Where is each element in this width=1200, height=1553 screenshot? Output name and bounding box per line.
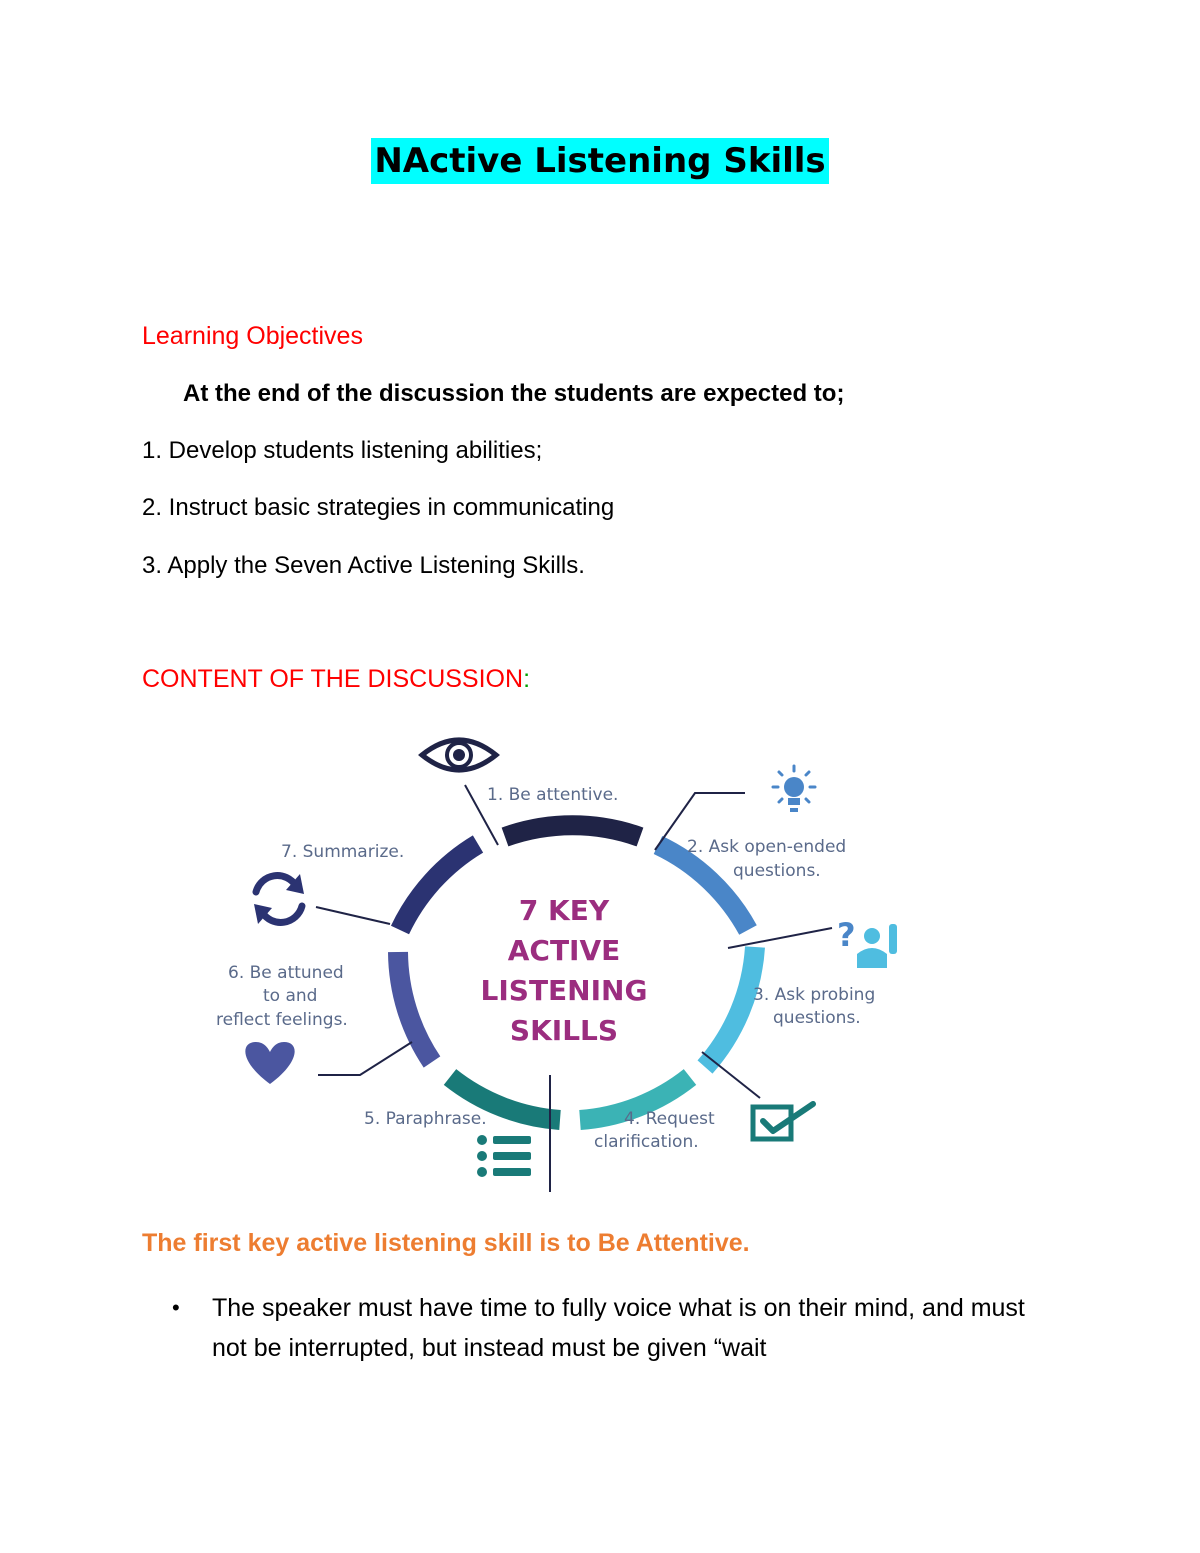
heart-icon [245, 1042, 294, 1084]
skill-6-label-line-1: 6. Be attuned [228, 963, 344, 983]
connector-4 [702, 1052, 760, 1098]
objective-item-1: 1. Develop students listening abilities; [142, 437, 543, 464]
center-line-3: LISTENING [480, 974, 648, 1007]
skill-2-label-line-2: questions. [733, 861, 821, 881]
objective-item-2: 2. Instruct basic strategies in communicating [142, 494, 615, 521]
skill-6-label-line-3: reflect feelings. [216, 1010, 348, 1030]
bullet-text: The speaker must have time to fully voice what is on their mind, and must not be interrupted, but instead must be given “wait [212, 1294, 1025, 1362]
lightbulb-icon [773, 766, 815, 812]
skill-3-label-line-2: questions. [773, 1008, 861, 1028]
svg-text:?: ? [837, 916, 856, 954]
checkbox-icon [753, 1104, 813, 1139]
segment-6 [398, 952, 432, 1062]
skill-labels [216, 785, 875, 1152]
bullet-dot: • [172, 1295, 180, 1320]
connector-6 [318, 1042, 412, 1075]
skill-5-label: 5. Paraphrase. [364, 1109, 487, 1129]
refresh-icon [254, 874, 304, 924]
skill-7-label: 7. Summarize. [281, 842, 405, 862]
content-heading [142, 665, 530, 694]
center-line-4: SKILLS [509, 1014, 619, 1047]
skill-3-label-line-1: 3. Ask probing [753, 985, 876, 1005]
eye-icon [422, 740, 496, 770]
question-person-icon [837, 916, 897, 968]
title-container [0, 138, 1200, 184]
objectives-lead: At the end of the discussion the students are expected to; [183, 380, 845, 407]
segment-2 [658, 845, 748, 930]
center-line-1: 7 KEY [518, 894, 610, 927]
connector-7 [316, 907, 390, 924]
skill-4-label-line-2: clarification. [594, 1132, 699, 1152]
sub-heading: The first key active listening skill is to Be Attentive. [142, 1229, 750, 1257]
objective-item-3: 3. Apply the Seven Active Listening Skills. [142, 552, 585, 579]
segment-1 [505, 825, 640, 837]
skill-6-label-line-2: to and [263, 986, 318, 1006]
center-line-2: ACTIVE [507, 934, 621, 967]
center-title [481, 894, 648, 1047]
page-title: NActive Listening Skills [371, 138, 828, 184]
content-heading-colon: : [523, 665, 531, 693]
content-heading-text: CONTENT OF THE DISCUSSION [142, 665, 524, 693]
list-icon [477, 1135, 531, 1177]
skill-4-label-line-1: 4. Request [624, 1109, 715, 1129]
key-skills-diagram [200, 722, 1030, 1210]
objectives-heading: Learning Objectives [142, 322, 363, 350]
segment-7 [400, 844, 478, 930]
skill-1-label: 1. Be attentive. [487, 785, 619, 805]
skill-2-label-line-1: 2. Ask open-ended [687, 837, 847, 857]
segment-3 [705, 947, 755, 1067]
